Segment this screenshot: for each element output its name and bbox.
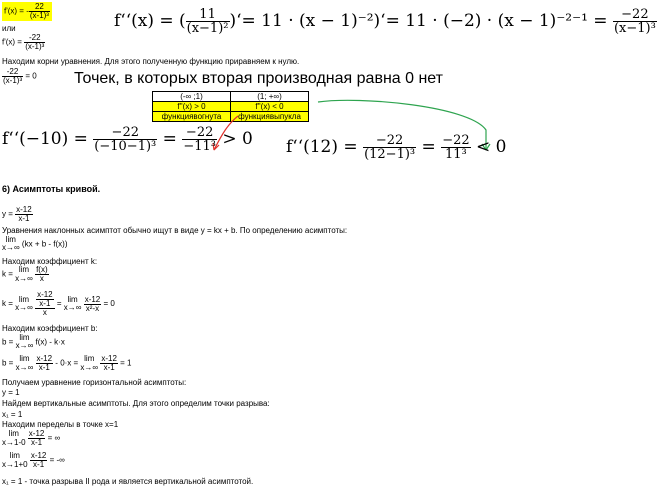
asymptotes-heading: 6) Асимптоты кривой. (2, 184, 101, 194)
paragraph-b: Находим коэффициент b: (2, 324, 98, 333)
break-point: x₁ = 1 (2, 410, 23, 419)
paragraph-k: Находим коэффициент k: (2, 257, 98, 266)
limit-right: lim x→1+0 $\frac{x-12}{x-1}$ = -∞ (2, 451, 65, 469)
b-formula-2: b = lim x→∞ $\frac{x-12}{x-1}$ - 0·x = lim x→∞ $\frac{x-12}{x-1}$ = 1 (2, 354, 132, 372)
no-points-text: Точек, в которых вторая производная равна 0 нет (74, 70, 443, 87)
or-label: или (2, 24, 16, 33)
k-formula-1: k = lim x→∞ $\frac{f(x)}{x}$ (2, 265, 48, 283)
task-text: Находим корни уравнения. Для этого полученную функцию приравняем к нулю. (2, 57, 300, 66)
function-definition: y = $\frac{x-12}{x-1}$ (2, 205, 32, 223)
zero-equation: $\frac{-22}{\text{(x-1)³}}$ = 0 (3, 67, 37, 85)
k-formula-2: k = lim x→∞ $\frac{\frac{x-12}{x-1}}{x}$ = lim x→∞ $\frac{x-12}{\text{x²-x}}$ = 0 (2, 290, 115, 317)
second-derivative-short: f'(x) = $\frac{-22}{\text{(x-1)³}}$ (2, 33, 45, 51)
interval-right: (1; +∞) (231, 92, 309, 102)
horizontal-asymptote: y = 1 (2, 388, 20, 397)
paragraph-slant: Уравнения наклонных асимптот обычно ищут в виде y = kx + b. По определению асимптоты: (2, 226, 348, 235)
interval-left: (-∞ ;1) (153, 92, 231, 102)
limit-left: lim x→1-0 $\frac{x-12}{x-1}$ = ∞ (2, 429, 61, 447)
shape-left: функциявогнута (153, 112, 231, 122)
eval-twelve: f‘‘(12) = $\frac{-22}{\text{(12−1)³}}$ = $\frac{-22}{\text{11³}}$ < 0 (286, 133, 507, 162)
b-formula-1: b = lim x→∞ f(x) - k·x (2, 333, 65, 351)
paragraph-limits: Находим переделы в точке x=1 (2, 420, 119, 429)
eval-minus-ten: f‘‘(−10) = $\frac{-22}{\text{(−10−1)³}}$ = $\frac{-22}{\text{−11³}}$ > 0 (2, 125, 253, 154)
deriv-lhs: f'(x) = - (4, 6, 29, 16)
shape-right: функциявыпукла (231, 112, 309, 122)
conclusion-text: x₁ = 1 - точка разрыва II рода и является вертикальной асимптотой. (2, 477, 254, 486)
sign-right: f''(x) < 0 (231, 102, 309, 112)
sign-left: f''(x) > 0 (153, 102, 231, 112)
paragraph-horizontal: Получаем уравнение горизонтальной асимптоты: (2, 378, 187, 387)
limit-definition: lim x→∞ (kx + b - f(x)) (2, 235, 68, 253)
paragraph-vertical: Найдем вертикальные асимптоты. Для этого определим точки разрыва: (2, 399, 270, 408)
deriv-fraction: $\frac{22}{\text{(x-1)³}}$ (29, 2, 49, 20)
second-derivative-formula: f‘‘(x) = ( $\frac{11}{\text{(x−1)²}}$ )‘= 11 · (x − 1)⁻²)‘= 11 · (−2) · (x − 1)⁻²⁻¹ = $\frac{-22}{\text{(x−1)³}}$ (114, 7, 656, 36)
